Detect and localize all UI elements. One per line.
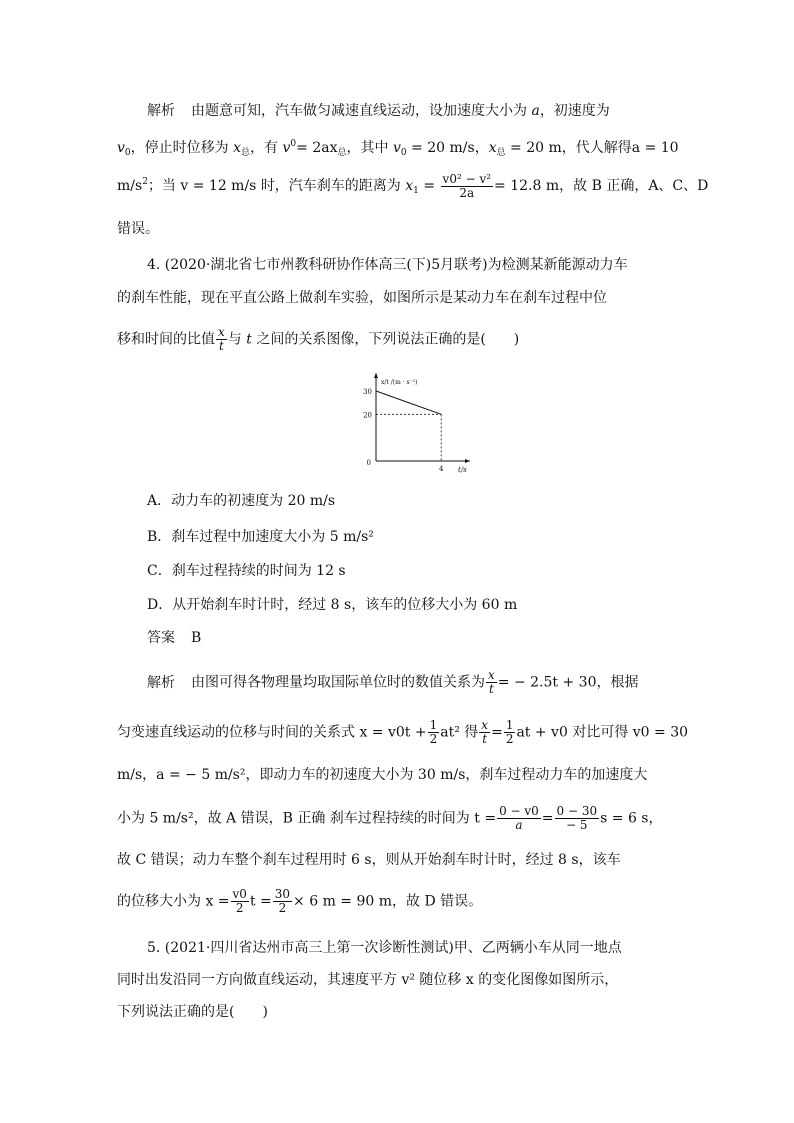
x-tick-label: 0 (366, 459, 371, 467)
sol3-text: ；当 (147, 178, 176, 194)
option-text: 从开始刹车时计时，经过 8 s，该车的位移大小为 60 m (172, 597, 518, 613)
math-sup: 2 (142, 177, 148, 187)
sol4-line-4 (117, 805, 677, 832)
math-sub: 总 (496, 148, 506, 158)
answer (147, 628, 707, 648)
xt-graph (344, 372, 474, 476)
math-x: x (405, 178, 414, 194)
sol3-line-2 (117, 134, 677, 163)
math-eq: = 12.8 m (494, 178, 560, 194)
q4-text: 与 (227, 331, 242, 348)
sol3-line-3: $m/s^2$；当 v = 12 m/s 时，汽车刹车的距离为 $x_1$ = $\frac{\text{v0² − v²}}{2a}$ = 12.8 m，故 B 正确，A、C、D (117, 171, 709, 200)
frac-num: x (481, 718, 489, 732)
option-text: 刹车过程持续的时间为 12 s (171, 563, 346, 579)
xt-graph-svg (344, 372, 474, 476)
sol3-label: 解析 (147, 103, 175, 119)
frac-den: t (218, 339, 224, 353)
frac-num: 30 (274, 887, 291, 901)
q5-line-1: 5. (2021·四川省达州市高三上第一次诊断性测试)甲、乙两辆小车从同一地点 (147, 940, 622, 956)
sol4-text: 小为 5 m/s²，故 A 错误，B 正确 刹车过程持续的时间为 t = (117, 810, 497, 827)
math-v: v (282, 140, 291, 156)
frac-num: 0 − v0 (499, 804, 539, 818)
sol3-text: ，有 (250, 140, 279, 156)
option-text: 动力车的初速度为 20 m/s (171, 493, 336, 509)
sol3-text: ，故 B 正确，A、C、D (559, 178, 709, 194)
math-eq: = 20 m/s (406, 140, 475, 156)
frac-den: t (488, 682, 494, 696)
sol4-line-5: 故 C 错误；动力车整个刹车过程用时 6 s，则从开始刹车时计时，经过 8 s，该车 (117, 852, 621, 868)
y-axis-label: x/t /(m · s⁻¹) (381, 379, 418, 386)
sol4-text: 的位移大小为 x = (117, 893, 230, 910)
frac-den: 2a (459, 185, 475, 200)
frac-num: 1 (505, 718, 514, 732)
sol3-line-4: 错误。 (117, 221, 159, 237)
y-axis-arrow (374, 373, 378, 378)
frac-den: 2 (505, 732, 514, 746)
math-fraction (486, 669, 497, 696)
option-label: B． (147, 529, 172, 545)
frac-den: − 5 (566, 818, 588, 832)
math-v: v (392, 140, 401, 156)
math-t: t (246, 331, 252, 348)
math-fraction (504, 719, 516, 746)
q5-line-2: 同时出发沿同一方向做直线运动，其速度平方 v² 随位移 x 的变化图像如图所示， (117, 972, 619, 988)
frac-den: 2 (429, 732, 438, 746)
series-line (376, 391, 441, 414)
sol3-text: 由题意可知，汽车做匀减速直线运动，设加速度大小为 (191, 103, 527, 119)
math-fraction (231, 888, 249, 915)
x-axis-arrow (465, 459, 470, 463)
option-text: 刹车过程中加速度大小为 5 m/s² (171, 529, 374, 545)
math-fraction (479, 719, 490, 746)
option-label: A． (147, 493, 172, 509)
math-sup: 0 (290, 139, 297, 149)
sol3-text: ， (474, 140, 489, 156)
frac-num: 1 (429, 718, 438, 732)
sol4-text: = (491, 724, 503, 741)
frac-den: 2 (278, 901, 287, 915)
sol4-line-3: m/s，a = − 5 m/s²，即动力车的初速度大小为 30 m/s，刹车过程动力车的加速度大 (117, 767, 648, 783)
frac-num: v0 (232, 887, 247, 901)
answer-label: 答案 (147, 630, 175, 646)
math-fraction (428, 719, 440, 746)
q4-text: 移和时间的比值 (117, 331, 215, 348)
q4-line-3 (117, 326, 677, 353)
math-fraction (441, 173, 494, 200)
sol4-text: 匀变速直线运动的位移与时间的关系式 x = v0t + (117, 724, 427, 741)
sol3-text: ，代人解得 (561, 140, 632, 156)
option-label: D． (147, 597, 173, 613)
option-c (147, 561, 707, 581)
sol4-text: × 6 m = 90 m，故 D 错误。 (293, 893, 483, 910)
x-axis-label: t/s (458, 466, 467, 474)
sol4-line-1 (147, 669, 707, 696)
sol4-text: = − 2.5t + 30，根据 (497, 674, 639, 691)
sol3-line-1 (147, 101, 707, 121)
math-eq: v = 12 m/s (180, 178, 257, 194)
sol4-text: at + v0 对比可得 v0 = 30 (516, 724, 689, 741)
sol4-text: 由图可得各物理量均取国际单位时的数值关系为 (191, 674, 485, 691)
sol4-text: t = (249, 893, 272, 910)
math-eq: a = 10 (631, 140, 679, 156)
sol4-label: 解析 (147, 674, 175, 691)
q4-text: 之间的关系图像，下列说法正确的是( ) (256, 331, 520, 348)
sol4-text: at² 得 (440, 724, 479, 741)
math-x: x (488, 140, 497, 156)
math-v: v (117, 140, 125, 156)
option-d (147, 595, 707, 615)
frac-num: x (218, 325, 225, 339)
option-a (147, 491, 707, 511)
sol4-text: s = 6 s， (600, 810, 663, 827)
math-eq: = 20 m (505, 140, 562, 156)
answer-value: B (191, 630, 202, 646)
math-sub: 总 (241, 148, 251, 158)
frac-num: v0² − v² (442, 171, 492, 186)
y-tick-label: 30 (363, 388, 372, 396)
math-x: x (233, 140, 242, 156)
frac-den: t (482, 732, 488, 746)
frac-den: 2 (235, 901, 244, 915)
q4-line-1: 4. (2020·湖北省七市州教科研协作体高三(下)5月联考)为检测某新能源动力车 (147, 257, 628, 273)
q5-line-3: 下列说法正确的是( ) (117, 1004, 268, 1020)
option-b (147, 527, 707, 547)
math-fraction (273, 888, 292, 915)
sol3-text: ，停止时位移为 (130, 140, 229, 156)
y-tick-label: 20 (363, 411, 372, 420)
option-label: C． (147, 563, 172, 579)
math-a: a (531, 103, 540, 119)
frac-den: a (515, 818, 523, 832)
math-unit: m/s (117, 178, 143, 194)
frac-num: 0 − 30 (556, 804, 598, 818)
q4-line-2: 的刹车性能，现在平直公路上做刹车实验，如图所示是某动力车在刹车过程中位 (117, 290, 607, 306)
math-eq: = 2ax (296, 140, 338, 156)
sol3-text: 时，汽车刹车的距离为 (260, 178, 401, 194)
x-tick-label: 4 (438, 465, 444, 473)
math-fraction (216, 326, 227, 353)
sol4-line-2 (117, 718, 689, 746)
sol4-text: = (541, 810, 554, 827)
math-sub: 0 (124, 148, 131, 158)
frac-num: x (488, 668, 495, 682)
math-sub: 总 (337, 148, 347, 158)
math-fraction (555, 805, 600, 832)
math-sub: 0 (400, 148, 407, 158)
math-fraction (497, 805, 541, 832)
sol4-line-6 (117, 888, 677, 915)
math-sub: 1 (413, 186, 419, 196)
sol3-text: ，其中 (346, 140, 389, 156)
sol3-text: ，初速度为 (539, 103, 610, 119)
